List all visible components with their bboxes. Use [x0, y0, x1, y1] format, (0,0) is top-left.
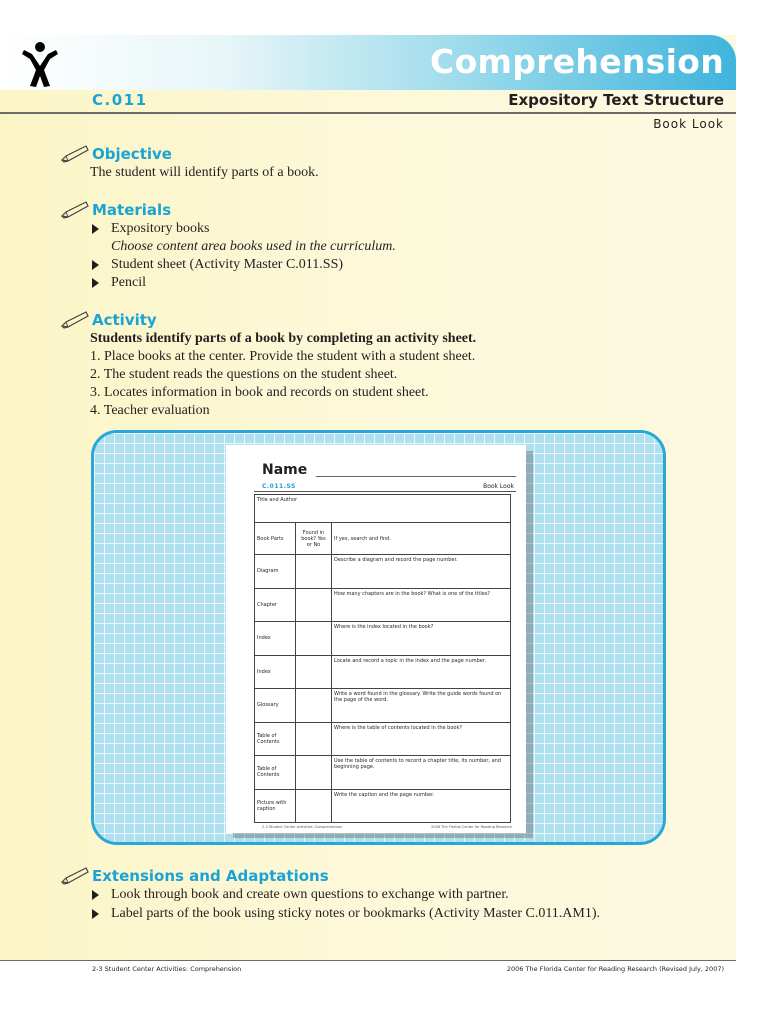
materials-item: Student sheet (Activity Master C.011.SS): [111, 257, 344, 272]
extensions-item: Label parts of the book using sticky notes or bookmarks (Activity Master C.011.AM1).: [111, 906, 601, 921]
activity-step: 1. Place books at the center. Provide the student with a student sheet.: [90, 349, 476, 364]
book-part-cell: Picture with caption: [255, 789, 296, 823]
pencil-icon: [60, 310, 90, 330]
book-part-cell: Diagram: [255, 555, 296, 589]
found-cell: [296, 756, 332, 790]
extensions-item: Look through book and create own questions to exchange with partner.: [111, 887, 509, 902]
materials-label: Materials: [92, 201, 172, 219]
question-cell: Write the caption and the page number.: [332, 789, 511, 823]
activity-code: C.011: [92, 91, 148, 109]
sheet-title: Book Look: [483, 483, 514, 490]
activity-intro: Students identify parts of a book by completing an activity sheet.: [90, 331, 477, 346]
book-part-cell: Table of Contents: [255, 722, 296, 756]
materials-note: Choose content area books used in the curriculum.: [111, 239, 396, 254]
footer-left: 2-3 Student Center Activities: Comprehension: [92, 965, 242, 973]
question-cell: Where is the table of contents located in the book?: [332, 722, 511, 756]
found-cell: [296, 655, 332, 689]
sheet-rule: [254, 491, 516, 492]
found-cell: [296, 689, 332, 723]
col-header: If yes, search and find.: [332, 523, 511, 555]
sheet-code: C.011.SS: [262, 483, 296, 490]
sheet-name-line: [316, 476, 516, 477]
bullet-icon: [92, 260, 99, 270]
materials-item: Expository books: [111, 221, 210, 236]
found-cell: [296, 588, 332, 622]
found-cell: [296, 622, 332, 656]
sheet-footer-right: 2006 The Florida Center for Reading Research: [431, 825, 512, 829]
question-cell: Locate and record a topic in the index and the page number.: [332, 655, 511, 689]
question-cell: Write a word found in the glossary. Write the guide words found on the page of the word.: [332, 689, 511, 723]
bullet-icon: [92, 890, 99, 900]
sheet-footer-left: 2-3 Student Center Activities: Comprehension: [262, 825, 343, 829]
pencil-icon: [60, 200, 90, 220]
objective-text: The student will identify parts of a book.: [90, 165, 319, 180]
objective-heading: [60, 144, 172, 164]
question-cell: Use the table of contents to record a chapter title, its number, and beginning page.: [332, 756, 511, 790]
activity-heading: [60, 310, 157, 330]
pencil-icon: [60, 866, 90, 886]
activity-name: Book Look: [653, 117, 724, 131]
pencil-icon: [60, 144, 90, 164]
book-part-cell: Glossary: [255, 689, 296, 723]
header-rule: [0, 112, 736, 114]
page-title: Comprehension: [430, 42, 724, 81]
book-part-cell: Index: [255, 655, 296, 689]
found-cell: [296, 555, 332, 589]
objective-label: Objective: [92, 145, 172, 163]
sheet-name-label: Name: [262, 462, 308, 478]
footer-right: 2006 The Florida Center for Reading Research (Revised July, 2007): [506, 965, 724, 973]
bullet-icon: [92, 909, 99, 919]
book-part-cell: Table of Contents: [255, 756, 296, 790]
bullet-icon: [92, 278, 99, 288]
activity-step: 4. Teacher evaluation: [90, 403, 210, 418]
col-header: Found in book? Yes or No: [296, 523, 332, 555]
found-cell: [296, 722, 332, 756]
book-part-cell: Index: [255, 622, 296, 656]
activity-step: 3. Locates information in book and records on student sheet.: [90, 385, 429, 400]
extensions-label: Extensions and Adaptations: [92, 867, 329, 885]
question-cell: How many chapters are in the book? What is one of the titles?: [332, 588, 511, 622]
materials-heading: [60, 200, 171, 220]
sheet-table: [254, 494, 511, 823]
reading-person-icon: [18, 40, 62, 88]
student-sheet: [226, 445, 526, 833]
activity-step: 2. The student reads the questions on the student sheet.: [90, 367, 398, 382]
materials-item: Pencil: [111, 275, 146, 290]
bullet-icon: [92, 224, 99, 234]
col-header: Book Parts: [255, 523, 296, 555]
found-cell: [296, 789, 332, 823]
footer-rule: [0, 960, 736, 961]
question-cell: Describe a diagram and record the page number.: [332, 555, 511, 589]
question-cell: Where is the index located in the book?: [332, 622, 511, 656]
subtitle: Expository Text Structure: [508, 91, 724, 109]
title-author-cell: Title and Author: [255, 495, 511, 523]
activity-label: Activity: [92, 311, 157, 329]
book-part-cell: Chapter: [255, 588, 296, 622]
extensions-heading: [60, 866, 329, 886]
